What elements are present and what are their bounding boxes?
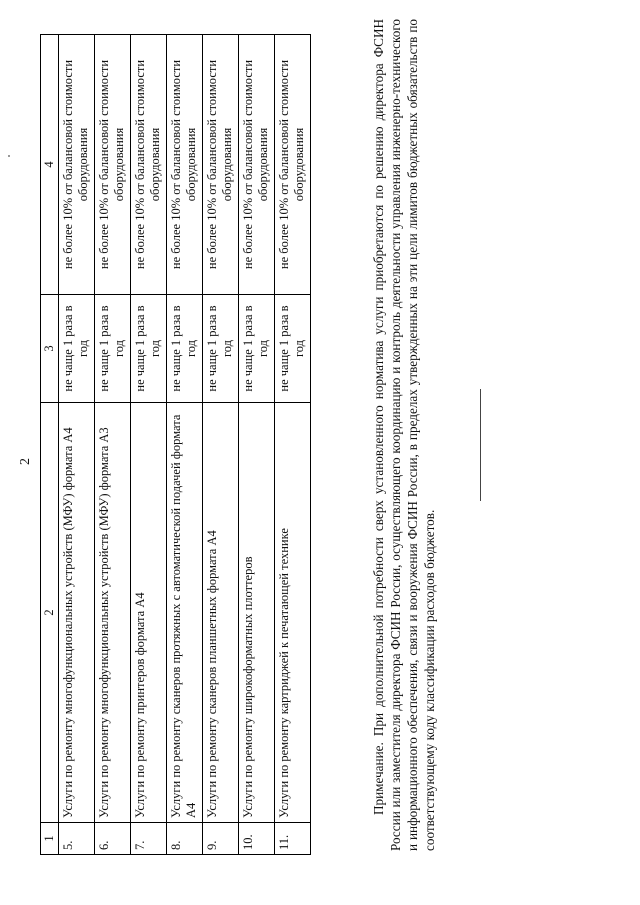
column-header: 3 (41, 295, 59, 403)
table-row (274, 35, 310, 855)
cost-limit: не более 10% от балансовой стоимости оборудования (166, 35, 202, 295)
service-name: Услуги по ремонту сканеров планшетных формата А4 (202, 403, 238, 823)
note-paragraph (370, 19, 438, 851)
closing-rule-divider (480, 389, 481, 501)
service-name: Услуги по ремонту картриджей к печатающей технике (274, 403, 310, 823)
cost-limit: не более 10% от балансовой стоимости оборудования (202, 35, 238, 295)
table-row (238, 35, 274, 855)
table-row (58, 35, 94, 855)
column-header: 4 (41, 35, 59, 295)
row-number: 6. (94, 823, 130, 855)
cost-limit: не более 10% от балансовой стоимости оборудования (130, 35, 166, 295)
service-name: Услуги по ремонту многофункциональных устройств (МФУ) формата А3 (94, 403, 130, 823)
table-row (130, 35, 166, 855)
cost-limit: не более 10% от балансовой стоимости оборудования (238, 35, 274, 295)
service-name: Услуги по ремонту многофункциональных устройств (МФУ) формата А4 (58, 403, 94, 823)
cost-limit: не более 10% от балансовой стоимости оборудования (274, 35, 310, 295)
column-header: 1 (41, 823, 59, 855)
row-number: 5. (58, 823, 94, 855)
note-text: Примечание. При дополнительной потребности сверх установленного норматива услуги приобретаются по решению директора ФСИН России или заместителя директора ФСИН России, осуществляющего координацию и контроль деятельности управления инженерно-технического и информационного обеспечения, связи и вооружения ФСИН России, в пределах утвержденных на эти цели лимитов бюджетных обязательств по соответствующему коду классификации расходов бюджетов. (371, 19, 437, 851)
table-row (94, 35, 130, 855)
frequency: не чаще 1 раза в год (130, 295, 166, 403)
frequency: не чаще 1 раза в год (166, 295, 202, 403)
row-number: 9. (202, 823, 238, 855)
frequency: не чаще 1 раза в год (202, 295, 238, 403)
table-header-row (41, 35, 59, 855)
frequency: не чаще 1 раза в год (94, 295, 130, 403)
cost-limit: не более 10% от балансовой стоимости оборудования (58, 35, 94, 295)
row-number: 10. (238, 823, 274, 855)
frequency: не чаще 1 раза в год (274, 295, 310, 403)
services-table (40, 34, 311, 855)
service-name: Услуги по ремонту сканеров протяжных с автоматической подачей формата А4 (166, 403, 202, 823)
page-number: 2 (18, 458, 33, 465)
row-number: 7. (130, 823, 166, 855)
scan-speck (8, 155, 10, 157)
frequency: не чаще 1 раза в год (238, 295, 274, 403)
frequency: не чаще 1 раза в год (58, 295, 94, 403)
service-name: Услуги по ремонту широкоформатных плоттеров (238, 403, 274, 823)
table-row (166, 35, 202, 855)
row-number: 8. (166, 823, 202, 855)
column-header: 2 (41, 403, 59, 823)
table-row (202, 35, 238, 855)
service-name: Услуги по ремонту принтеров формата А4 (130, 403, 166, 823)
cost-limit: не более 10% от балансовой стоимости оборудования (94, 35, 130, 295)
row-number: 11. (274, 823, 310, 855)
